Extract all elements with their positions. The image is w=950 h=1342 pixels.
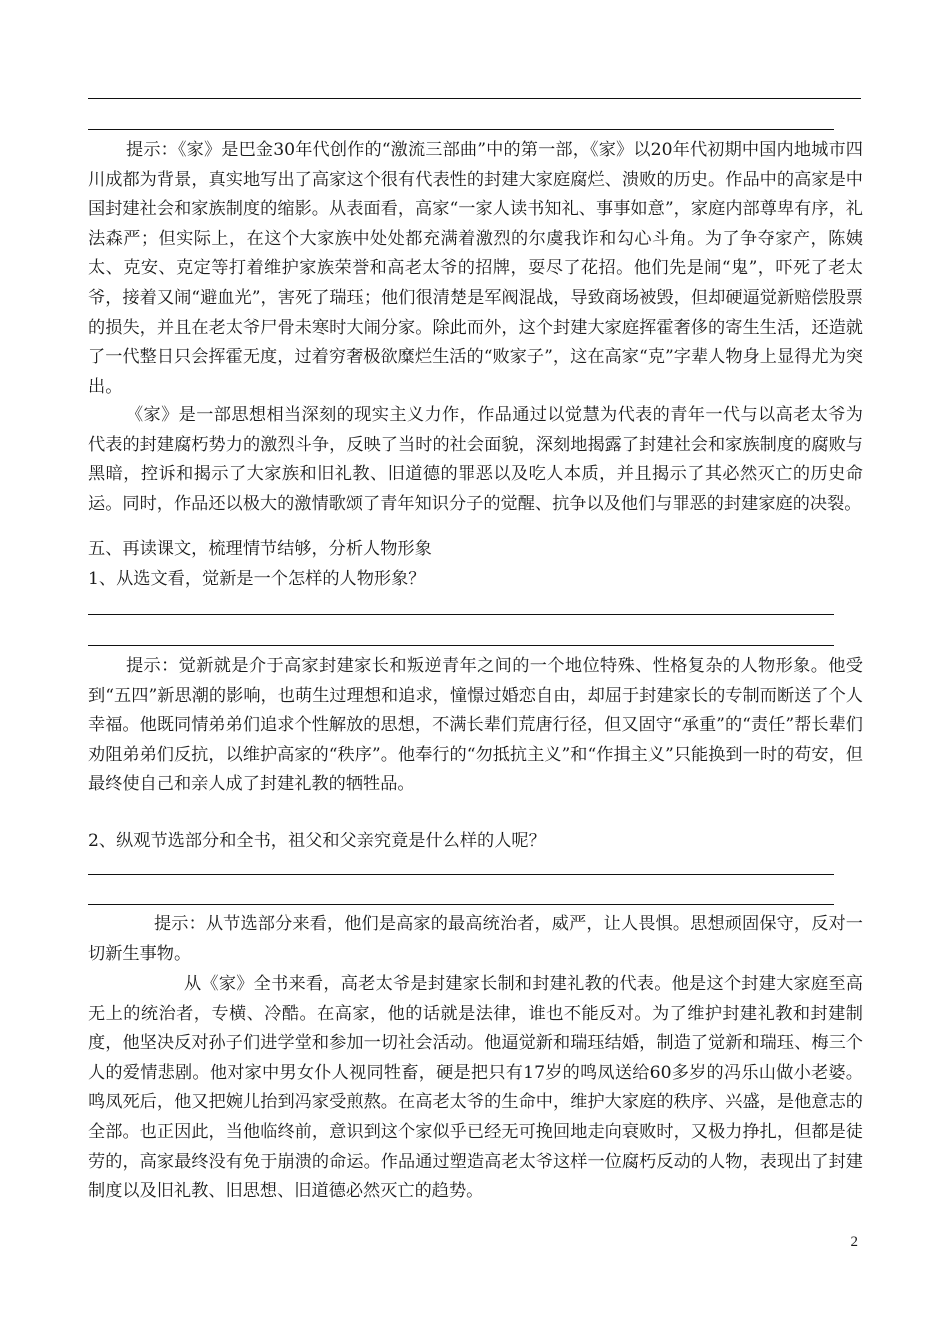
answer-line xyxy=(88,129,834,130)
answer-line xyxy=(88,645,834,646)
hint-paragraph-elders: 提示：从节选部分来看，他们是高家的最高统治者，威严，让人畏惧。思想顽固保守，反对一切新生事物。 xyxy=(88,914,863,964)
theme-paragraph: 《家》是一部思想相当深刻的现实主义力作，作品通过以觉慧为代表的青年一代与以高老太爷为代表的封建腐朽势力的激烈斗争，反映了当时的社会面貌，深刻地揭露了封建社会和家族制度的腐败与黑暗，控诉和揭示了大家族和旧礼教、旧道德的罪恶以及吃人本质，并且揭示了其必然灭亡的历史命运。同时，作品还以极大的激情歌颂了青年知识分子的觉醒、抗争以及他们与罪恶的封建家庭的决裂。 xyxy=(88,405,863,514)
hint-paragraph-juexin: 提示：觉新就是介于高家封建家长和叛逆青年之间的一个地位特殊、性格复杂的人物形象。他受到“五四”新思潮的影响，也萌生过理想和追求，憧憬过婚恋自由，却屈于封建家长的专制而断送了个人幸福。他既同情弟弟们追求个性解放的思想，不满长辈们荒唐行径，但又固守“承重”的“责任”帮长辈们劝阻弟弟们反抗，以维护高家的“秩序”。他奉行的“勿抵抗主义”和“作揖主义”只能换到一时的苟安，但最终使自己和亲人成了封建礼教的牺牲品。 xyxy=(88,656,863,795)
hint-paragraph-background: 提示：《家》是巴金30年代创作的“激流三部曲”中的第一部，《家》以20年代初期中国内地城市四川成都为背景，真实地写出了高家这个很有代表性的封建大家庭腐烂、溃败的历史。作品中的高家是中国封建社会和家族制度的缩影。从表面看，高家“一家人读书知礼、事事如意”，家庭内部尊卑有序，礼法森严；但实际上，在这个大家族中处处都充满着激烈的尔虞我诈和勾心斗角。为了争夺家产，陈姨太、克安、克定等打着维护家族荣誉和高老太爷的招牌，耍尽了花招。他们先是闹“鬼”，吓死了老太爷，接着又闹“避血光”，害死了瑞珏；他们很清楚是军阀混战，导致商场被毁，但却硬逼觉新赔偿股票的损失，并且在老太爷尸骨未寒时大闹分家。除此而外，这个封建大家庭挥霍奢侈的寄生生活，还造就了一代整日只会挥霍无度，过着穷奢极欲糜烂生活的“败家子”，这在高家“克”字辈人物身上显得尤为突出。 xyxy=(88,140,863,397)
page-number: 2 xyxy=(850,1234,858,1250)
section-heading: 五、再读课文，梳理情节结够，分析人物形象 xyxy=(88,539,432,559)
question-2: 2、纵观节选部分和全书，祖父和父亲究竟是什么样的人呢？ xyxy=(88,831,546,851)
question-1: 1、从选文看，觉新是一个怎样的人物形象？ xyxy=(88,569,426,589)
answer-line xyxy=(88,614,834,615)
answer-line xyxy=(88,98,861,99)
answer-line xyxy=(88,874,834,875)
grandfather-paragraph: 从《家》全书来看，高老太爷是封建家长制和封建礼教的代表。他是这个封建大家庭至高无上的统治者，专横、冷酷。在高家，他的话就是法律，谁也不能反对。为了维护封建礼教和封建制度，他坚决反对孙子们进学堂和参加一切社会活动。他逼觉新和瑞珏结婚，制造了觉新和瑞珏、梅三个人的爱情悲剧。他对家中男女仆人视同牲畜，硬是把只有17岁的鸣凤送给60多岁的冯乐山做小老婆。鸣凤死后，他又把婉儿抬到冯家受煎熬。在高老太爷的生命中，维护大家庭的秩序、兴盛，是他意志的全部。也正因此，当他临终前，意识到这个家似乎已经无可挽回地走向衰败时，又极力挣扎，但都是徒劳的，高家最终没有免于崩溃的命运。作品通过塑造高老太爷这样一位腐朽反动的人物，表现出了封建制度以及旧礼教、旧思想、旧道德必然灭亡的趋势。 xyxy=(88,974,863,1202)
answer-line xyxy=(88,904,834,905)
